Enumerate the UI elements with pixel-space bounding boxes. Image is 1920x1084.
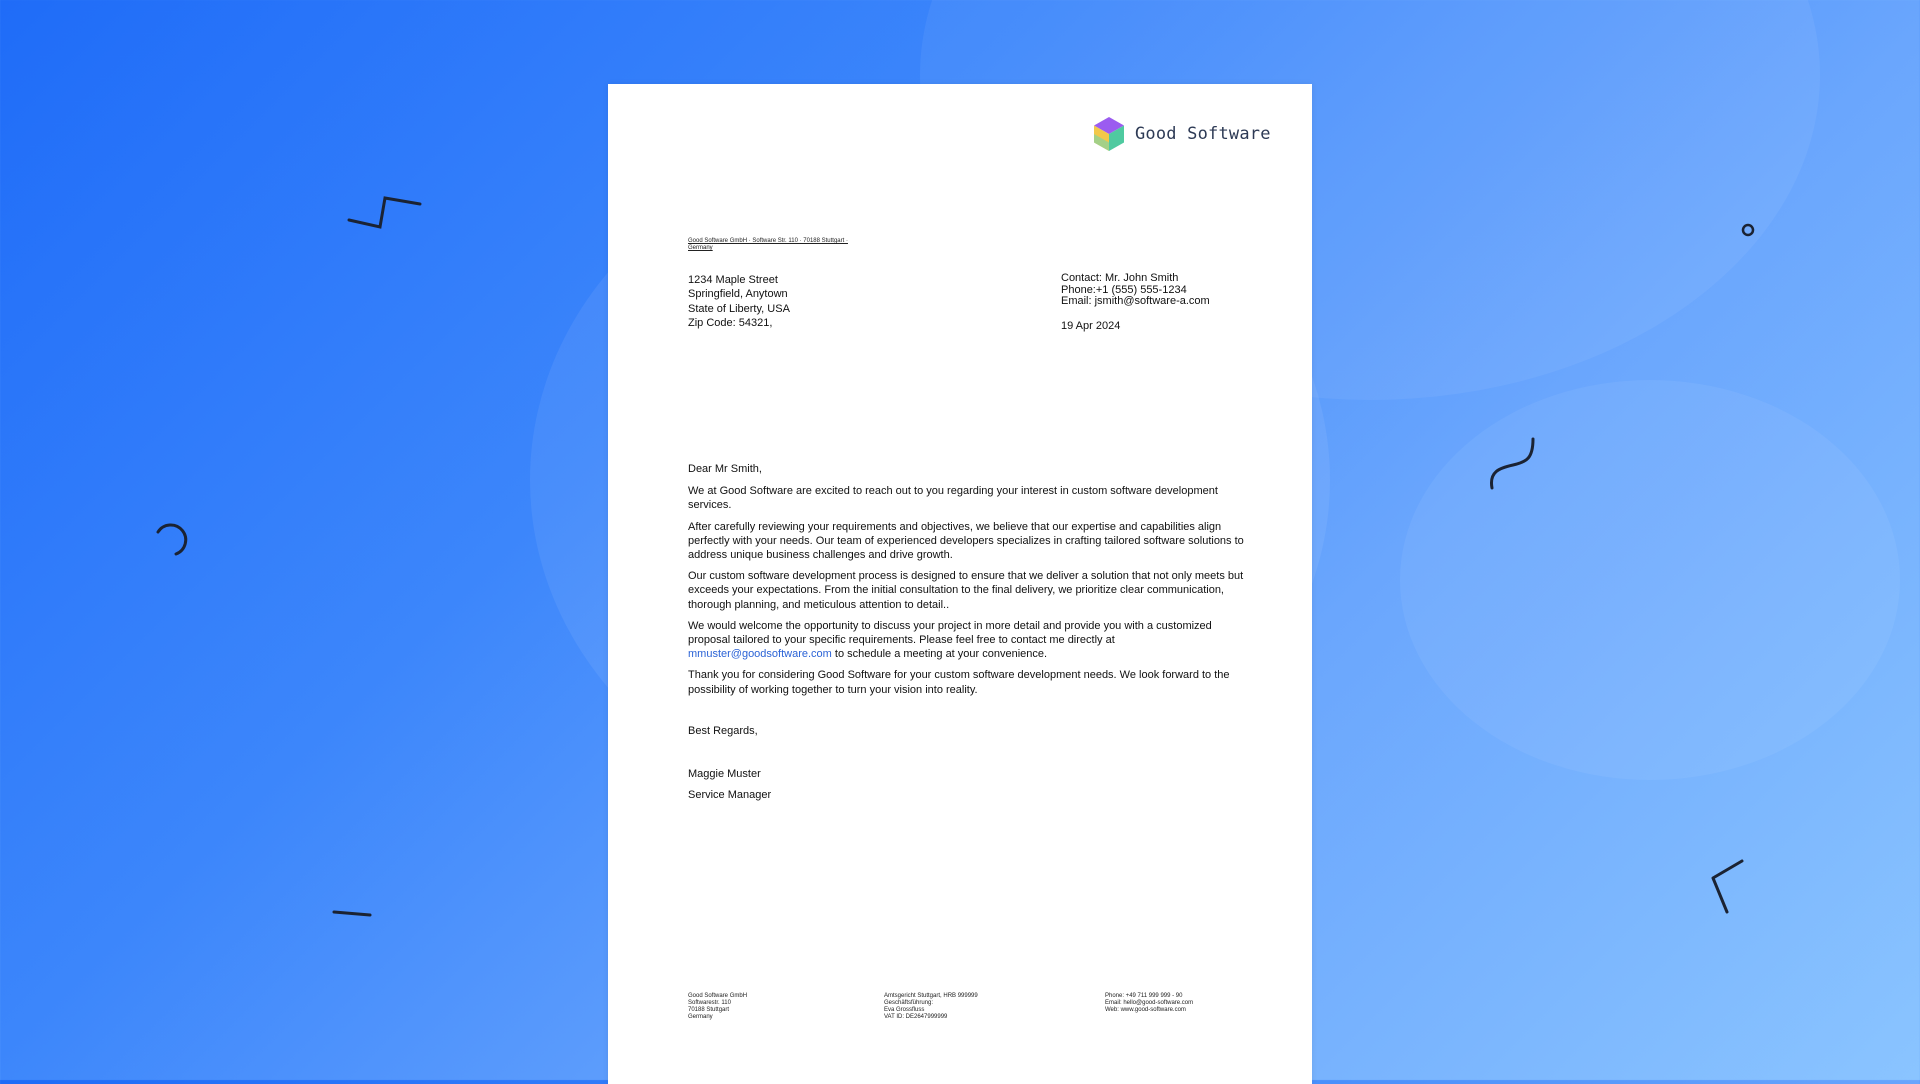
footer-line: 70188 Stuttgart <box>688 1007 730 1013</box>
contact-name: Contact: Mr. John Smith <box>1061 272 1179 284</box>
dash-squiggle-icon <box>330 906 375 920</box>
letter-page <box>608 84 1312 1084</box>
footer-line: Web: www.good-software.com <box>1105 1007 1186 1013</box>
paragraph: We at Good Software are excited to reach out to you regarding your interest in custom software development services. <box>688 485 1218 512</box>
paragraph: Thank you for considering Good Software for your custom software development needs. We look forward to the possibility of working together to turn your vision into reality. <box>688 669 1230 696</box>
letter-date: 19 Apr 2024 <box>1061 320 1121 332</box>
footer-line: Amtsgericht Stuttgart, HRB 999999 <box>884 993 978 999</box>
hexagon-logo-icon <box>1092 116 1126 152</box>
paragraph: Our custom software development process is designed to ensure that we deliver a solution that not only meets but exceeds your expectations. From the initial consultation to the final delivery, we prioritize clear communication, thorough planning, and meticulous attention to detail.. <box>688 570 1244 611</box>
footer-line: VAT ID: DE2647999999 <box>884 1014 948 1020</box>
recipient-line: State of Liberty, USA <box>688 302 790 315</box>
footer-line: Email: hello@good-software.com <box>1105 1000 1194 1006</box>
contact-phone: Phone:+1 (555) 555-1234 <box>1061 283 1187 296</box>
chevron-squiggle-icon <box>1705 856 1745 916</box>
brand-logo <box>1092 116 1271 152</box>
contact-email: Email: jsmith@software-a.com <box>1061 295 1210 308</box>
brand-name: Good Software <box>1135 124 1271 144</box>
footer-company <box>688 993 747 1021</box>
paragraph-contact <box>688 619 1248 662</box>
paragraph: After carefully reviewing your requirements and objectives, we believe that our expertise and capabilities align perfectly with your needs. Our team of experienced developers specializes in crafting tailored software solutions to address unique business challenges and drive growth. <box>688 520 1244 562</box>
footer-line: Eva Grossfluss <box>884 1007 925 1013</box>
footer-registry <box>884 993 978 1021</box>
signature-role: Service Manager <box>688 789 772 801</box>
paragraph-text: We would welcome the opportunity to discuss your project in more detail and provide you with a customized proposal tailored to your specific requirements. Please feel free to contact me directly at <box>688 619 1212 647</box>
paragraph-text: to schedule a meeting at your convenience. <box>831 648 1048 661</box>
arc-squiggle-icon <box>152 518 197 563</box>
footer-line: Geschäftsführung: <box>884 1000 934 1006</box>
footer-line: Softwarestr. 110 <box>688 1000 731 1006</box>
zigzag-squiggle-icon <box>345 190 425 235</box>
recipient-line: Zip Code: 54321, <box>688 316 773 329</box>
recipient-line: Springfield, Anytown <box>688 288 788 301</box>
footer-line: Phone: +49 711 999 999 - 90 <box>1105 993 1183 999</box>
footer-contact <box>1105 993 1193 1014</box>
closing-regards: Best Regards, <box>688 725 758 737</box>
footer-line: Good Software GmbH <box>688 993 748 999</box>
small-circle-icon <box>1736 221 1760 245</box>
salutation: Dear Mr Smith, <box>688 463 762 475</box>
recipient-address <box>688 273 790 330</box>
footer-line: Germany <box>688 1014 713 1020</box>
background-shape <box>1400 380 1900 780</box>
email-link[interactable]: mmuster@goodsoftware.com <box>688 648 832 661</box>
recipient-line: 1234 Maple Street <box>688 274 778 286</box>
contact-block <box>1061 273 1210 308</box>
wave-squiggle-icon <box>1487 434 1537 492</box>
signature-name: Maggie Muster <box>688 768 761 780</box>
letter-body <box>688 462 1248 704</box>
sender-return-address: Good Software GmbH · Software Str. 110 · 70188 Stuttgart · Germany <box>688 238 848 251</box>
